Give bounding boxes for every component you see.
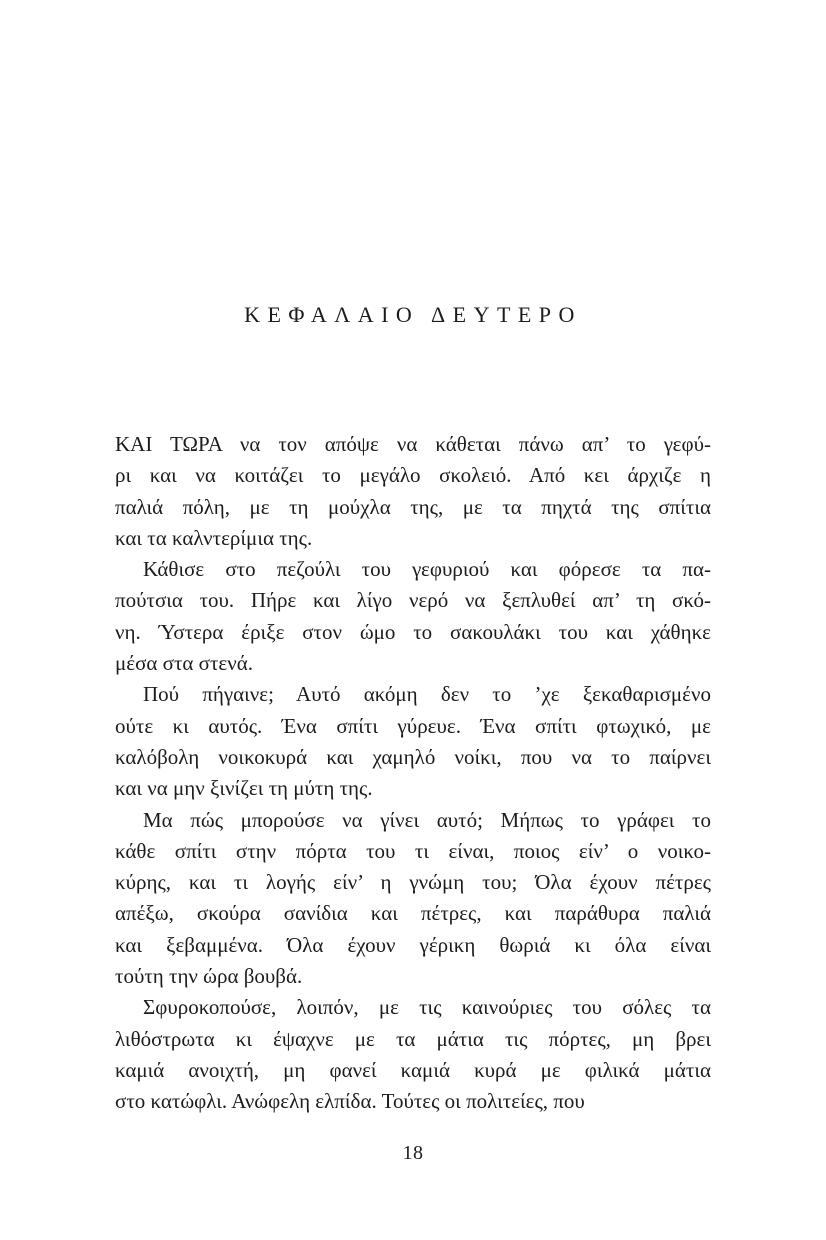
paragraph <box>115 679 711 804</box>
text-line: Πού πήγαινε; Αυτό ακόμη δεν το ’χε ξεκαθαρισμένο <box>143 682 711 707</box>
text-line: ρι και να κοιτάζει το μεγάλο σκολειό. Από κει άρχιζε η <box>115 463 711 488</box>
body-text <box>115 429 711 1118</box>
text-line: ΚΑΙ ΤΩΡΑ να τον απόψε να κάθεται πάνω απ’ το γεφύ- <box>115 432 711 456</box>
text-line: λιθόστρωτα κι έψαχνε με τα μάτια τις πόρτες, μη βρει <box>115 1026 711 1051</box>
paragraph <box>115 805 711 993</box>
text-line: και τα καλντερίμια της. <box>115 525 313 550</box>
paragraph <box>115 554 711 679</box>
text-line: καλόβολη νοικοκυρά και χαμηλό νοίκι, που να το παίρνει <box>115 744 711 769</box>
text-line: μέσα στα στενά. <box>115 651 253 676</box>
text-line: νη. Ύστερα έριξε στον ώμο το σακουλάκι του και χάθηκε <box>115 619 711 644</box>
text-line: κάθε σπίτι στην πόρτα του τι είναι, ποιος είν’ ο νοικο- <box>115 838 711 863</box>
text-line: στο κατώφλι. Ανώφελη ελπίδα. Τούτες οι πολιτείες, που <box>115 1089 585 1114</box>
text-line: Κάθισε στο πεζούλι του γεφυριού και φόρεσε τα πα- <box>143 557 711 582</box>
text-line: παλιά πόλη, με τη μούχλα της, με τα πηχτά της σπίτια <box>115 494 711 519</box>
page-number: 18 <box>402 1142 424 1164</box>
text-line: πούτσια του. Πήρε και λίγο νερό να ξεπλυθεί απ’ τη σκό- <box>115 588 711 613</box>
text-line: τούτη την ώρα βουβά. <box>115 964 303 989</box>
text-line: Μα πώς μπορούσε να γίνει αυτό; Μήπως το γράφει το <box>143 807 711 832</box>
text-line: Σφυροκοπούσε, λοιπόν, με τις καινούριες του σόλες τα <box>143 995 711 1020</box>
paragraph <box>115 429 711 554</box>
text-line: απέξω, σκούρα σανίδια και πέτρες, και παράθυρα παλιά <box>115 901 711 926</box>
paragraph <box>115 992 711 1117</box>
text-line: καμιά ανοιχτή, μη φανεί καμιά κυρά με φιλικά μάτια <box>115 1057 711 1082</box>
chapter-title: ΚΕΦΑΛΑΙΟ ΔΕΥΤΕΡΟ <box>244 302 582 327</box>
text-line: και να μην ξινίζει τη μύτη της. <box>115 776 373 801</box>
text-line: ούτε κι αυτός. Ένα σπίτι γύρευε. Ένα σπίτι φτωχικό, με <box>115 713 711 738</box>
text-line: και ξεβαμμένα. Όλα έχουν γέρικη θωριά κι όλα είναι <box>115 932 711 957</box>
text-line: κύρης, και τι λογής είν’ η γνώμη του; Όλα έχουν πέτρες <box>115 870 711 895</box>
